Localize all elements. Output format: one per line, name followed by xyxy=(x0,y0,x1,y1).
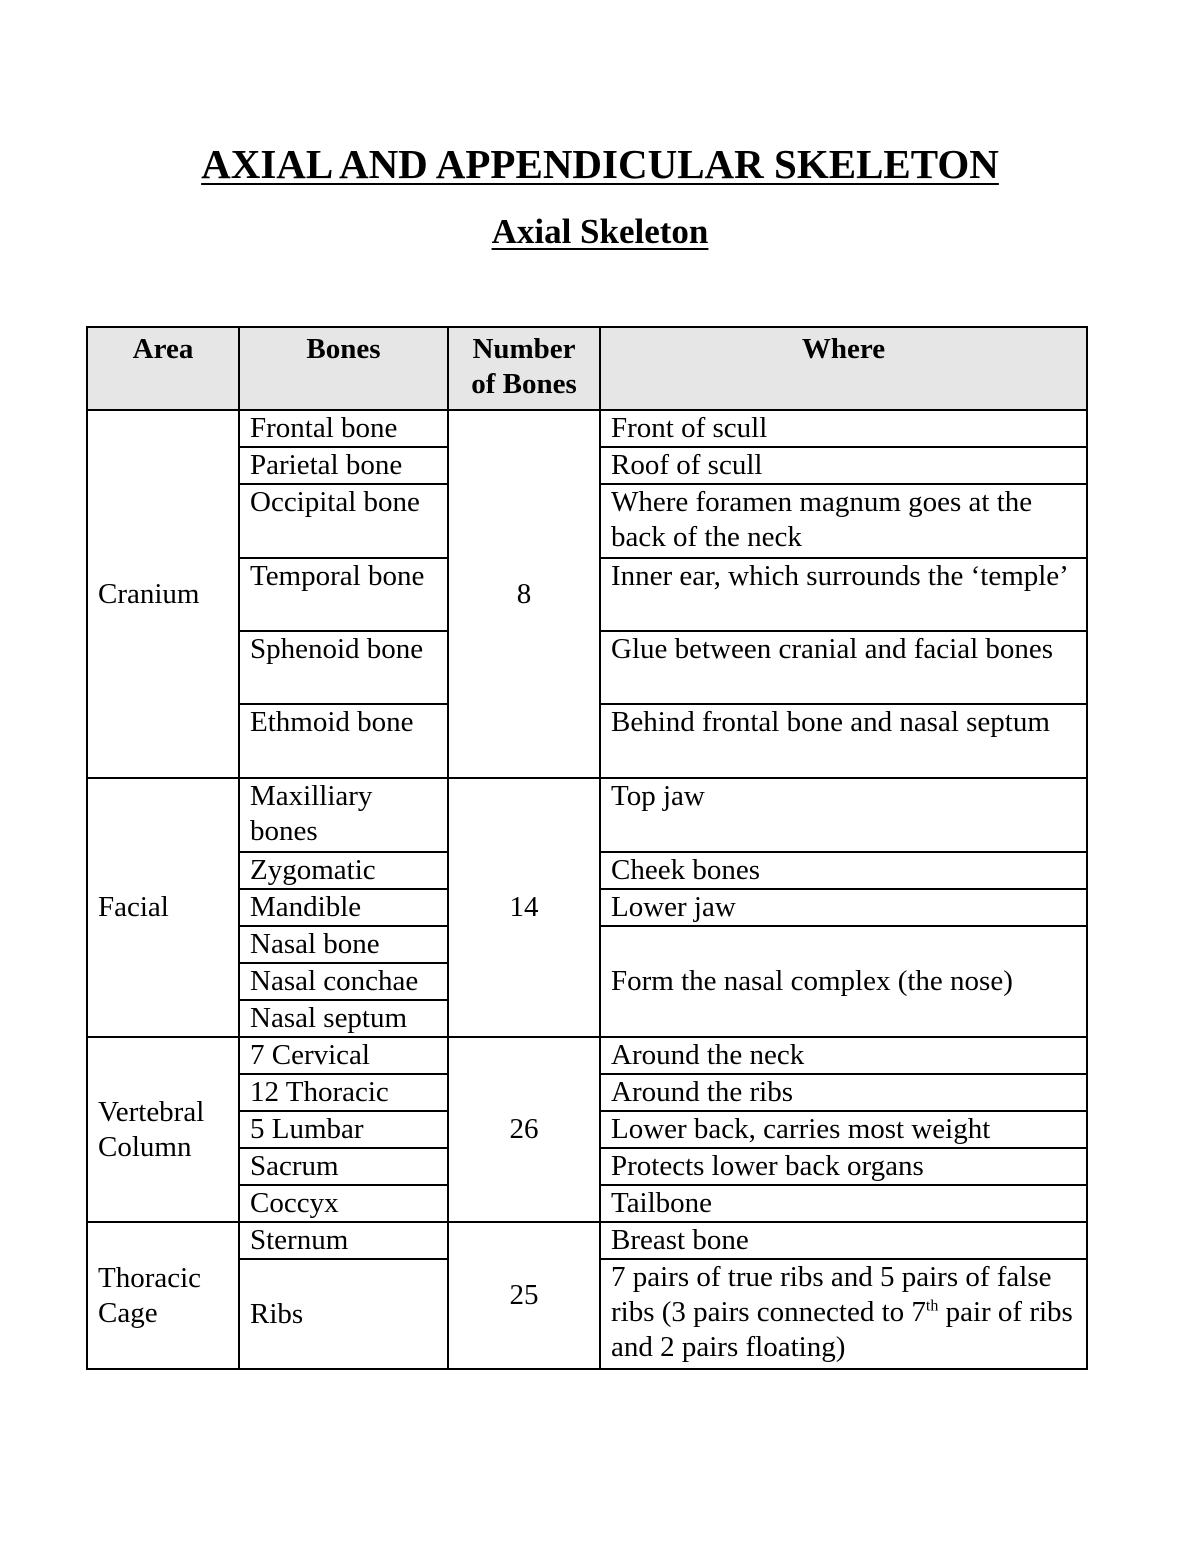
table-row xyxy=(87,1222,1087,1259)
bone-cell: Sternum xyxy=(239,1222,448,1259)
area-cell: Vertebral Column xyxy=(87,1037,239,1222)
bone-cell: 12 Thoracic xyxy=(239,1074,448,1111)
where-cell: Top jaw xyxy=(600,778,1087,852)
header-where: Where xyxy=(600,327,1087,410)
bone-cell: Occipital bone xyxy=(239,484,448,558)
where-cell: Behind frontal bone and nasal septum xyxy=(600,704,1087,778)
where-cell: Inner ear, which surrounds the ‘temple’ xyxy=(600,558,1087,631)
bone-cell: Zygomatic xyxy=(239,852,448,889)
area-cell: Facial xyxy=(87,778,239,1037)
header-number: Number of Bones xyxy=(448,327,600,410)
bone-cell: Nasal conchae xyxy=(239,963,448,1000)
where-cell: Lower jaw xyxy=(600,889,1087,926)
bone-cell: Sacrum xyxy=(239,1148,448,1185)
header-row xyxy=(87,327,1087,410)
where-cell: Form the nasal complex (the nose) xyxy=(600,926,1087,1037)
where-cell: Lower back, carries most weight xyxy=(600,1111,1087,1148)
table-row xyxy=(87,778,1087,852)
bone-cell: 7 Cervical xyxy=(239,1037,448,1074)
bone-cell: Coccyx xyxy=(239,1185,448,1222)
number-cell: 14 xyxy=(448,778,600,1037)
bone-cell: Nasal septum xyxy=(239,1000,448,1037)
bone-cell: Temporal bone xyxy=(239,558,448,631)
ordinal-suffix: th xyxy=(925,1297,939,1315)
where-cell xyxy=(600,1259,1087,1369)
axial-skeleton-table xyxy=(86,326,1088,1370)
section-subtitle-text: Axial Skeleton xyxy=(491,212,709,251)
where-cell: Roof of scull xyxy=(600,447,1087,484)
table-row xyxy=(87,410,1087,447)
bone-cell: Nasal bone xyxy=(239,926,448,963)
bone-cell: Maxilliary bones xyxy=(239,778,448,852)
bone-cell: Sphenoid bone xyxy=(239,631,448,704)
where-cell: Tailbone xyxy=(600,1185,1087,1222)
where-cell: Front of scull xyxy=(600,410,1087,447)
where-cell: Glue between cranial and facial bones xyxy=(600,631,1087,704)
where-text-part: pair of ribs and 2 pairs floating) xyxy=(611,1296,1073,1363)
where-cell: Breast bone xyxy=(600,1222,1087,1259)
where-text-part: 7 pairs of true ribs and 5 pairs of false ribs (3 pairs connected to 7 xyxy=(611,1261,1052,1328)
bone-cell: Mandible xyxy=(239,889,448,926)
bone-cell: Frontal bone xyxy=(239,410,448,447)
where-cell: Around the ribs xyxy=(600,1074,1087,1111)
where-cell: Around the neck xyxy=(600,1037,1087,1074)
area-cell: Cranium xyxy=(87,410,239,778)
where-cell: Where foramen magnum goes at the back of the neck xyxy=(600,484,1087,558)
number-cell: 25 xyxy=(448,1222,600,1369)
where-cell: Protects lower back organs xyxy=(600,1148,1087,1185)
page-title-text: AXIAL AND APPENDICULAR SKELETON xyxy=(201,141,999,187)
bone-cell: Parietal bone xyxy=(239,447,448,484)
number-cell: 26 xyxy=(448,1037,600,1222)
area-cell: Thoracic Cage xyxy=(87,1222,239,1369)
number-cell: 8 xyxy=(448,410,600,778)
section-subtitle xyxy=(0,210,1200,254)
bone-cell: 5 Lumbar xyxy=(239,1111,448,1148)
page-title xyxy=(0,138,1200,190)
where-cell: Cheek bones xyxy=(600,852,1087,889)
bone-cell: Ribs xyxy=(239,1259,448,1369)
header-bones: Bones xyxy=(239,327,448,410)
bone-cell: Ethmoid bone xyxy=(239,704,448,778)
header-area: Area xyxy=(87,327,239,410)
table-row xyxy=(87,1037,1087,1074)
